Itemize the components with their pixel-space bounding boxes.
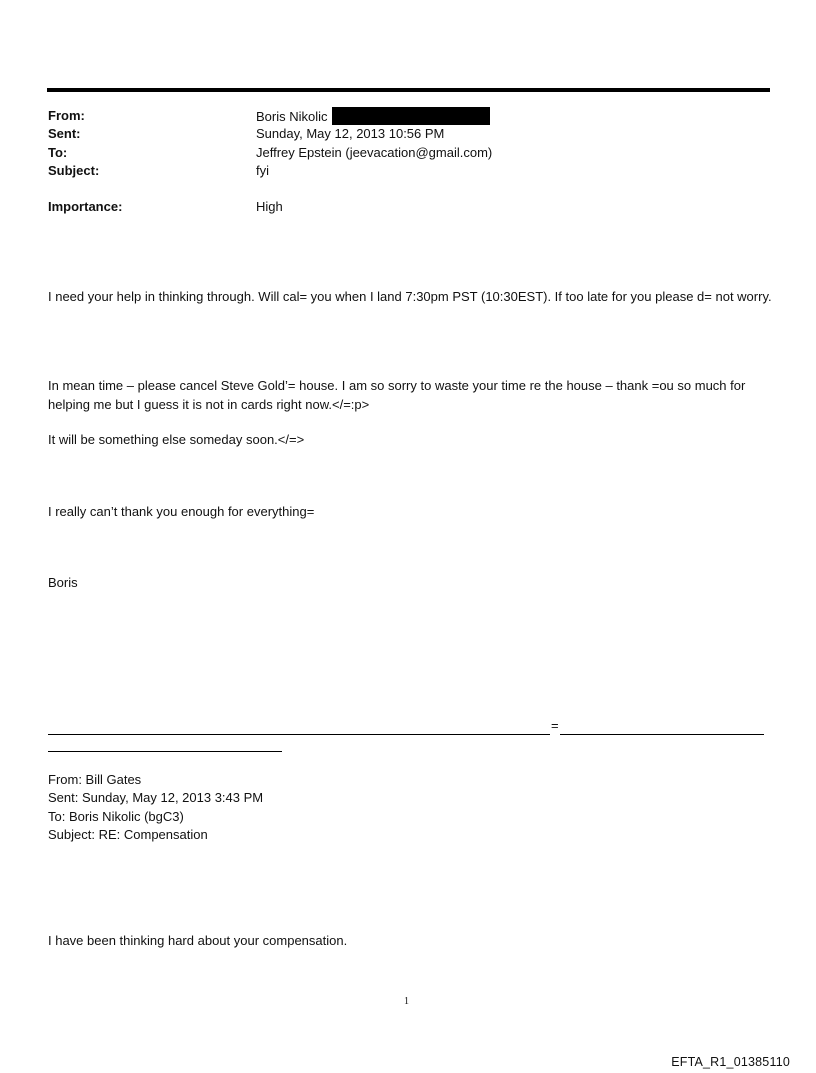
document-id: EFTA_R1_01385110 [671, 1055, 790, 1069]
email-header [48, 107, 768, 216]
separator-line-left [48, 734, 550, 735]
importance-label: Importance: [48, 199, 123, 215]
forwarded-from: From: Bill Gates [48, 772, 142, 787]
subject-value: fyi [256, 162, 269, 178]
importance-row [48, 198, 768, 216]
forwarded-paragraph-1: I have been thinking hard about your compensation. [48, 933, 348, 948]
subject-row [48, 162, 768, 180]
separator-mark: = [551, 718, 559, 733]
body-paragraph-3: It will be something else someday soon.</=> [48, 432, 305, 447]
sent-label: Sent: [48, 126, 81, 142]
importance-value: High [256, 199, 283, 215]
to-label: To: [48, 144, 68, 160]
from-label: From: [48, 108, 85, 123]
separator-line-right [560, 734, 764, 735]
to-row [48, 144, 768, 162]
redaction-box [332, 107, 490, 125]
from-value [256, 107, 490, 126]
sent-row [48, 125, 768, 143]
forwarded-header [48, 771, 263, 844]
from-row [48, 107, 768, 125]
body-paragraph-1: I need your help in thinking through. Will cal= you when I land 7:30pm PST (10:30EST). If too late for you please d= not worry. [48, 289, 772, 304]
sent-value: Sunday, May 12, 2013 10:56 PM [256, 126, 445, 142]
from-name: Boris Nikolic [256, 109, 328, 124]
to-value: Jeffrey Epstein (jeevacation@gmail.com) [256, 144, 493, 160]
body-paragraph-2: In mean time – please cancel Steve Gold’= house. I am so sorry to waste your time re the house – thank =ou so much for helping me but I guess it is not in cards right now.</=:p> [48, 378, 746, 412]
forwarded-to: To: Boris Nikolic (bgC3) [48, 808, 184, 824]
separator-line-short [48, 751, 282, 752]
page-number: 1 [404, 996, 409, 1007]
subject-label: Subject: [48, 162, 100, 178]
header-rule [47, 88, 770, 92]
forwarded-sent: Sent: Sunday, May 12, 2013 3:43 PM [48, 790, 264, 806]
body-paragraph-4: I really can’t thank you enough for everything= [48, 504, 315, 519]
forwarded-subject: Subject: RE: Compensation [48, 826, 208, 842]
signature: Boris [48, 575, 78, 590]
